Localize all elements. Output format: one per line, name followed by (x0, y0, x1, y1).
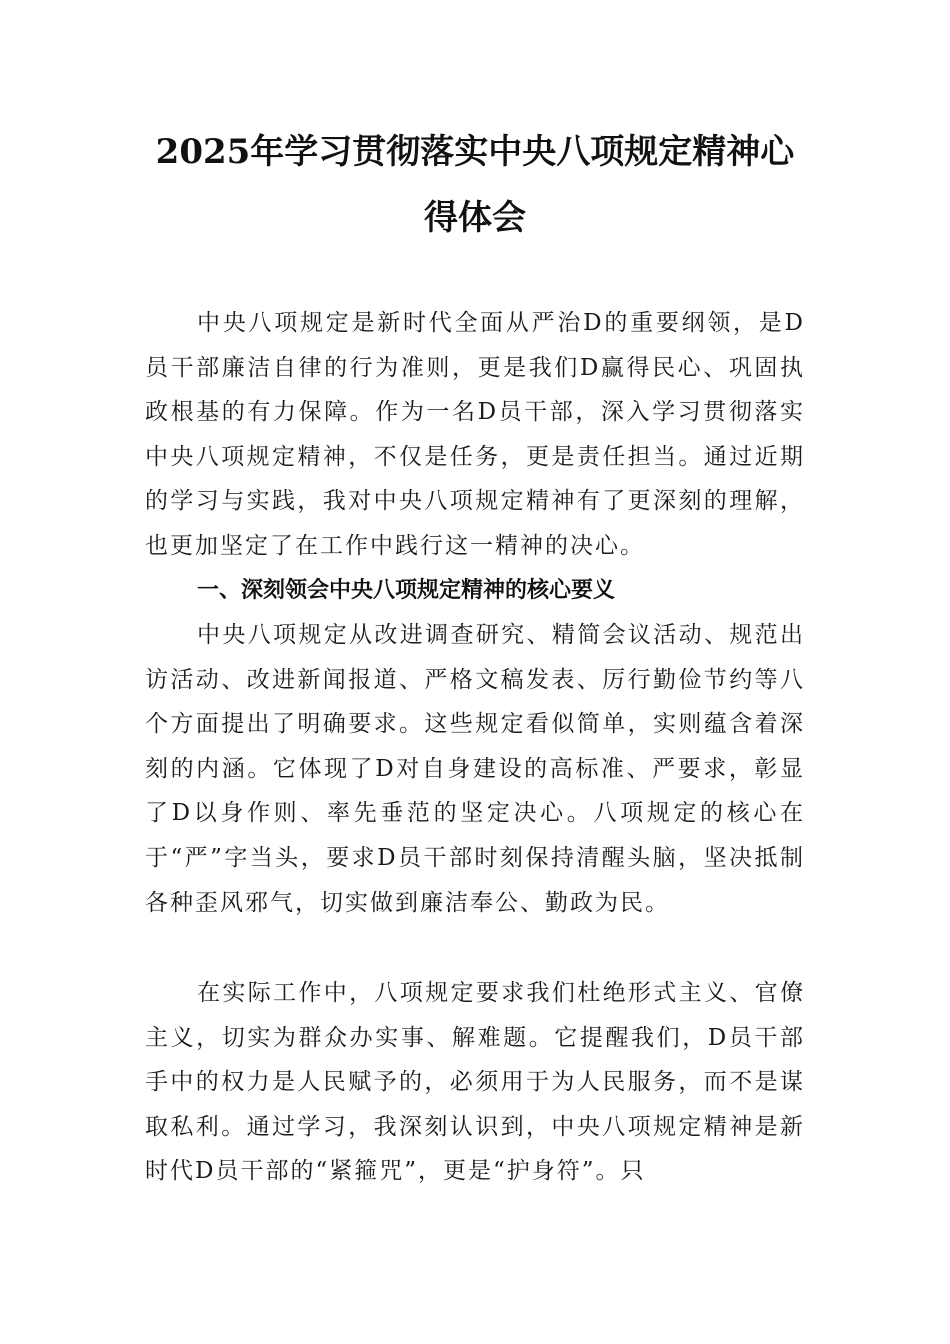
document-title-line2: 得体会 (424, 198, 526, 238)
paragraph-intro: 中央八项规定是新时代全面从严治D的重要纲领，是D员干部廉洁自律的行为准则，更是我们D赢得民心、巩固执政根基的有力保障。作为一名D员干部，深入学习贯彻落实中央八项规定精神，不仅是任务，更是责任担当。通过近期的学习与实践，我对中央八项规定精神有了更深刻的理解，也更加坚定了在工作中践行这一精神的决心。 (145, 310, 805, 559)
document-title-line1: 2025年学习贯彻落实中央八项规定精神心 (155, 132, 795, 172)
section-heading-1: 一、深刻领会中央八项规定精神的核心要义 (197, 578, 616, 603)
paragraph-practice: 在实际工作中，八项规定要求我们杜绝形式主义、官僚主义，切实为群众办实事、解难题。它提醒我们，D员干部手中的权力是人民赋予的，必须用于为人民服务，而不是谋取私利。通过学习，我深刻认识到，中央八项规定精神是新时代D员干部的“紧箍咒”，更是“护身符”。只 (145, 980, 805, 1185)
paragraph-core-meaning: 中央八项规定从改进调查研究、精简会议活动、规范出访活动、改进新闻报道、严格文稿发表、厉行勤俭节约等八个方面提出了明确要求。这些规定看似简单，实则蕴含着深刻的内涵。它体现了D对自身建设的高标准、严要求，彰显了D以身作则、率先垂范的坚定决心。八项规定的核心在于“严”字当头，要求D员干部时刻保持清醒头脑，坚决抵制各种歪风邪气，切实做到廉洁奉公、勤政为民。 (145, 622, 805, 916)
